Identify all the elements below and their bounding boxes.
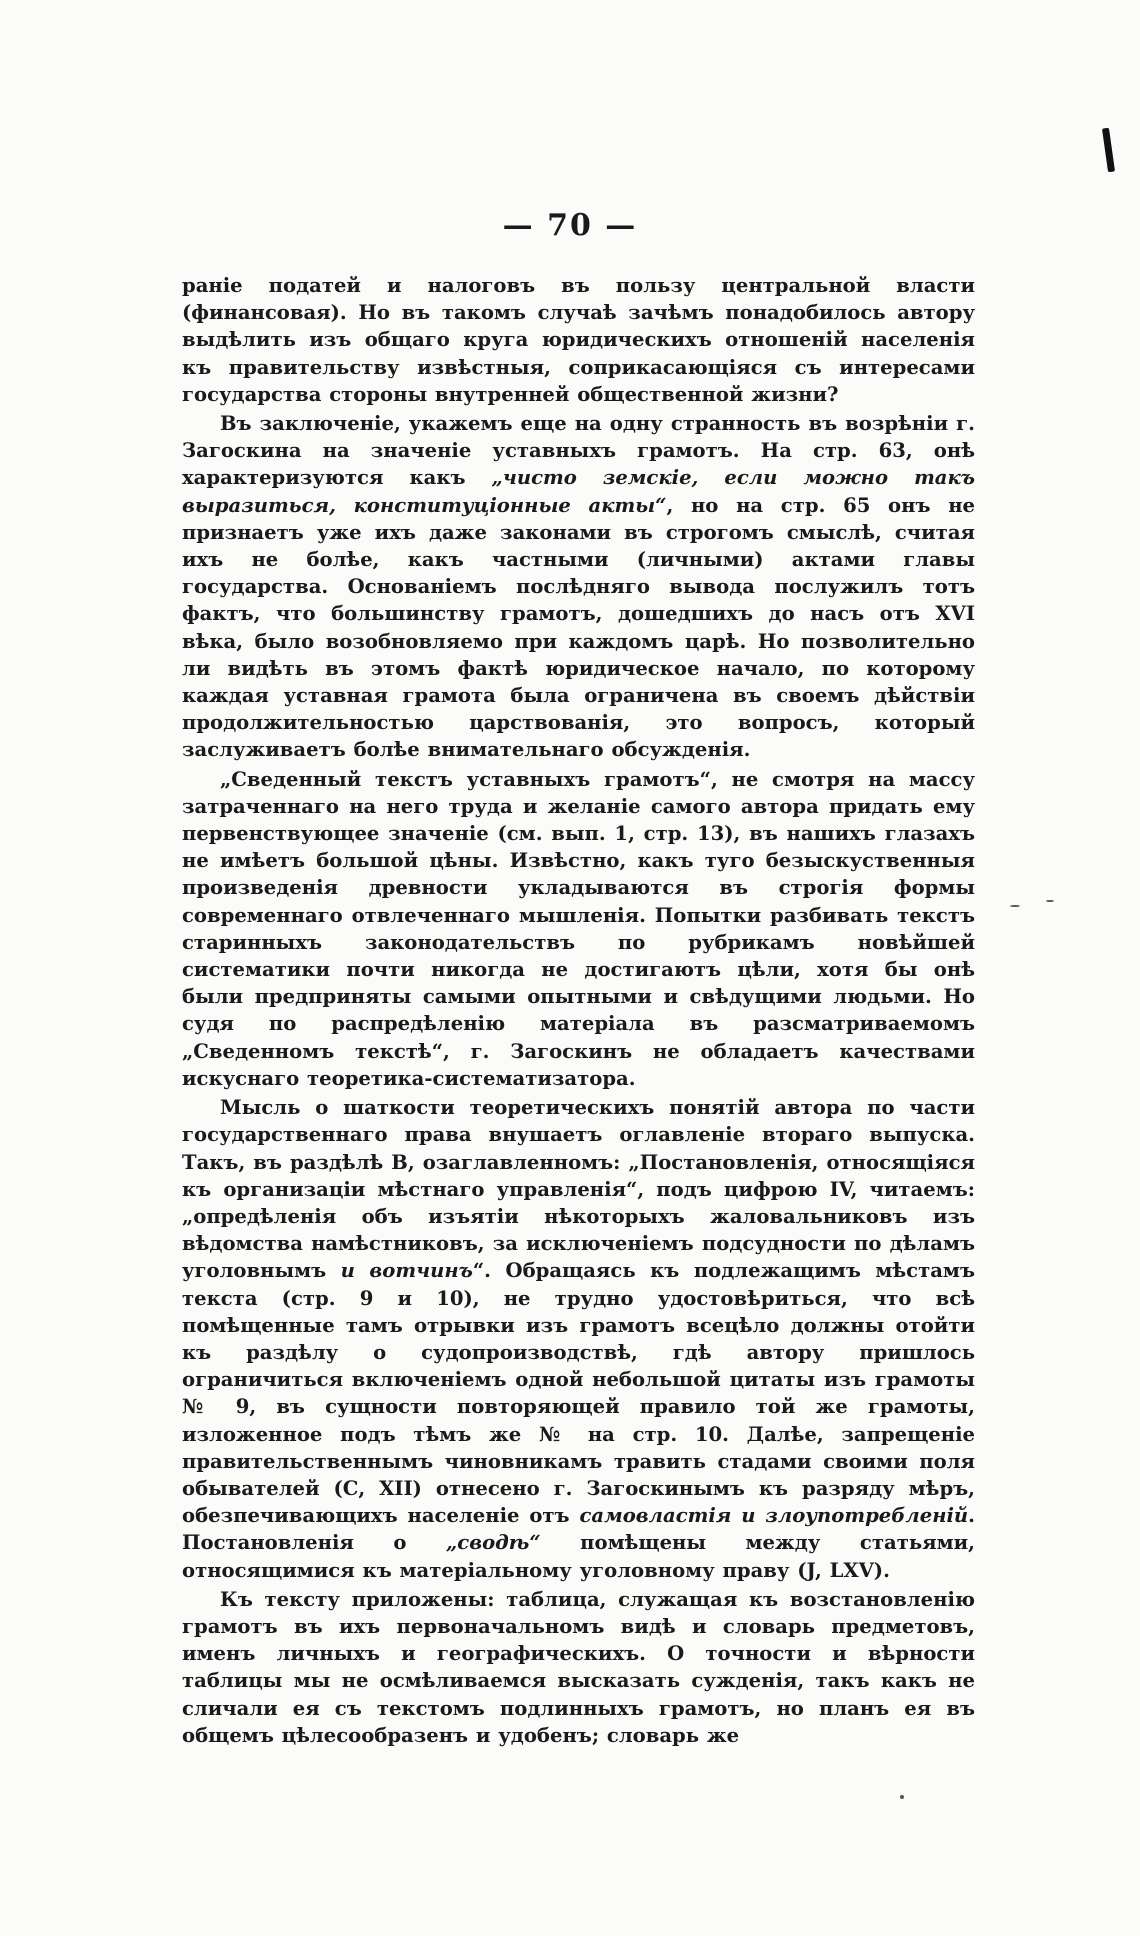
paragraph-4-part: “. Обращаясь къ подлежащимъ мѣстамъ текста (стр. 9 и 10), не трудно удостовѣриться, что всѣ помѣщенные тамъ отрывки изъ грамотъ всецѣло должны отойти къ раздѣлу о судопроизводствѣ, гдѣ автору пришлось ограничиться включеніемъ одной небольшой цитаты изъ грамоты № 9, въ сущности повторяющей правило той же грамоты, изложенное подъ тѣмъ же № на стр. 10. Далѣе, запрещеніе правительственнымъ чиновникамъ травить стадами своими поля обывателей (С, XII) отнесено г. Загоскинымъ къ разряду мѣръ, обезпечивающихъ населеніе отъ [182,1259,975,1528]
paragraph-4-part: помѣщены между статьями, относящимися къ матеріальному уголовному праву (J, LXV). [182,1531,975,1582]
paragraph-2-part: , но на стр. 65 онъ не признаетъ уже ихъ даже законами въ строгомъ смыслѣ, считая ихъ не болѣе, какъ частными (личными) актами главы государства. Основаніемъ послѣдняго вывода послужилъ тотъ фактъ, что большинству грамотъ, дошедшихъ до насъ отъ XVI вѣка, было возобновляемо при каждомъ царѣ. Но позволительно ли видѣть въ этомъ фактѣ юридическое начало, по которому каждая уставная грамота была ограничена въ своемъ дѣйствіи продолжительностью царствованія, это вопросъ, который заслуживаетъ болѣе внимательнаго обсужденія. [182,493,975,762]
scan-speck [1010,905,1020,907]
paragraph-4-part: . Постановленія о [182,1504,975,1555]
scan-speck [900,1795,904,1799]
paragraph-2 [182,410,975,764]
paragraph-4-emphasis: самовластія и злоупотребленій [579,1504,969,1528]
paragraph-2-quote: „чисто земскіе, если можно такъ выразиться, конституціонные акты“ [182,466,975,517]
paragraph-1: раніе податей и налоговъ въ пользу центральной власти (финансовая). Но въ такомъ случаѣ зачѣмъ понадобилось автору выдѣлить изъ общаго круга юридическихъ отношеній населенія къ правительству извѣстныя, соприкасающіяся съ интересами государства стороны внутренней общественной жизни? [182,274,975,406]
body-text [182,272,975,1751]
paragraph-4-emphasis: и вотчинъ [340,1259,473,1283]
scan-speck [1046,900,1054,902]
paragraph-4-part: Мысль о шаткости теоретическихъ понятій автора по части государственнаго права внушаетъ оглавленіе втораго выпуска. Такъ, въ раздѣлѣ В, озаглавленномъ: „Постановленія, относящіяся къ организаціи мѣстнаго управленія“, подъ цифрою IV, читаемъ: „опредѣленія объ изъятіи нѣкоторыхъ жаловальниковъ изъ вѣдомства намѣстниковъ, за исключеніемъ подсудности по дѣламъ уголовнымъ [182,1096,975,1283]
page-number: — 70 — [502,208,638,243]
paragraph-5: Къ тексту приложены: таблица, служащая къ возстановленію грамотъ въ ихъ первоначальномъ видѣ и словарь предметовъ, именъ личныхъ и географическихъ. О точности и вѣрности таблицы мы не осмѣливаемся высказать сужденія, такъ какъ не сличали ея съ текстомъ подлинныхъ грамотъ, но планъ ея въ общемъ цѣлесообразенъ и удобенъ; словарь же [182,1587,975,1747]
paragraph-4 [182,1094,975,1584]
paragraph-4-emphasis: „сводѣ“ [446,1531,541,1555]
paragraph-2-part: Въ заключеніе, укажемъ еще на одну странность въ возрѣніи г. Загоскина на значеніе уставныхъ грамотъ. На стр. 63, онѣ характеризуются какъ [182,412,975,490]
paragraph-3: „Сведенный текстъ уставныхъ грамотъ“, не смотря на массу затраченнаго на него труда и желаніе самого автора придать ему первенствующее значеніе (см. вып. 1, стр. 13), въ нашихъ глазахъ не имѣетъ большой цѣны. Извѣстно, какъ туго безыскуственныя произведенія древности укладываются въ строгія формы современнаго отвлеченнаго мышленія. Попытки разбивать текстъ старинныхъ законодательствъ по рубрикамъ новѣйшей систематики почти никогда не достигаютъ цѣли, хотя бы онѣ были предприняты самыми опытными и свѣдущими людьми. Но судя по распредѣленію матеріала въ разсматриваемомъ „Сведенномъ текстѣ“, г. Загоскинъ не обладаетъ качествами искуснаго теоретика-систематизатора. [182,767,975,1090]
